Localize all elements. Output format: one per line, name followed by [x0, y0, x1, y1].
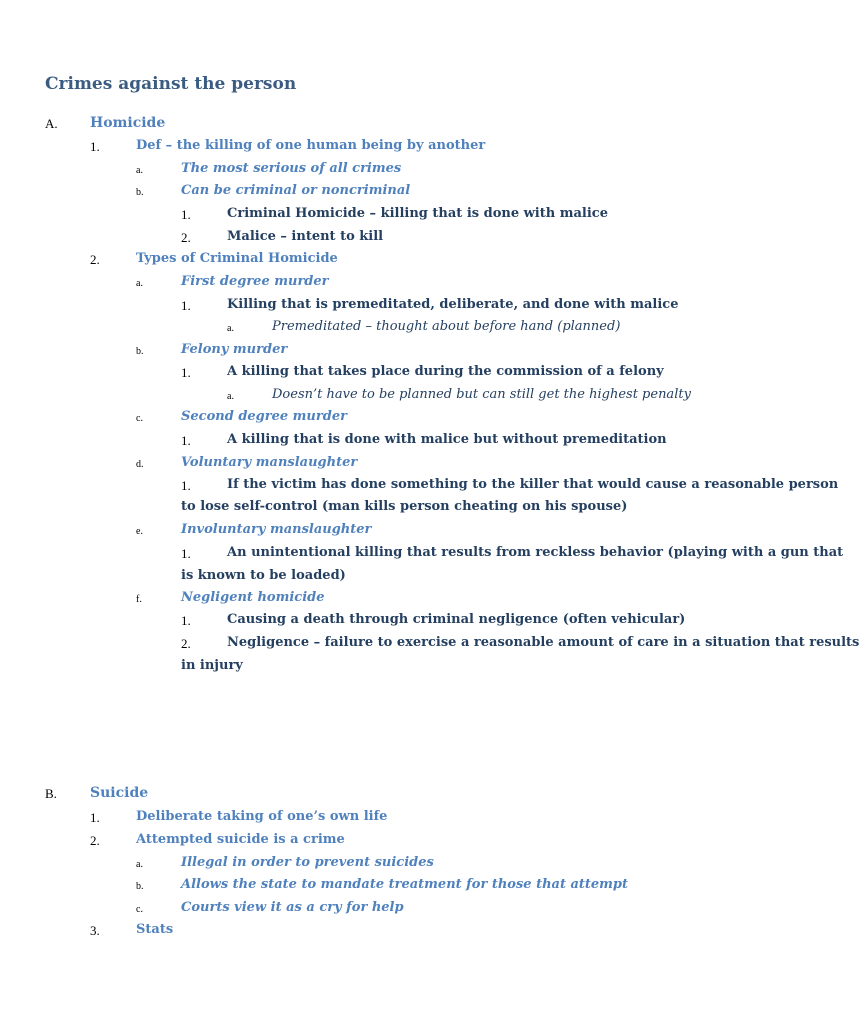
- list-marker: f.: [136, 594, 142, 605]
- list-marker: 3.: [90, 923, 100, 938]
- list-marker: 2.: [181, 636, 191, 651]
- list-marker: c.: [136, 413, 143, 424]
- list-marker: c.: [136, 904, 143, 915]
- list-marker: b.: [136, 881, 144, 892]
- list-marker: 1.: [90, 139, 100, 154]
- list-marker: 1.: [181, 478, 191, 493]
- section-heading: Suicide: [90, 785, 149, 801]
- list-marker: 2.: [90, 252, 100, 267]
- list-marker: 1.: [181, 365, 191, 380]
- list-marker: a.: [227, 323, 234, 334]
- list-marker: B.: [45, 786, 57, 801]
- document-page: Crimes against the person A. Homicide 1. Def – the killing of one human being by another a. The most serious of all crimes b. Can be criminal or noncriminal 1. Criminal Homicide – killing that is done with malice 2. Malice – intent to kill 2. Types of Criminal Homicide a. First degree murder 1. Killing that is premeditated, deliberate, and done with malice a. Premeditated – thought about before hand (planned) b. Felony murder 1. A killing that takes place during the commission of a felony a. Doesn’t have to be planned but can still get the highest penalty c. Second degree murder 1. A killing that is done with malice but without premeditation d. Voluntary manslaughter 1. If the victim has done something to the killer that would cause a reasonable person to lose self-control (man kills person cheating on his spouse) e. Involuntary manslaughter 1. An unintentional killing that results from reckless behavior (playing with a gun that is known to be loaded) f. Negligent homicide 1. Causing a death through criminal negligence (often vehicular) 2. Negligence – failure to exercise a reasonable amount of care in a situation that results in injury B. Suicide 1. Deliberate taking of one’s own life 2. Attempted suicide is a crime a. Illegal in order to prevent suicides b. Allows the state to mandate treatment for those that attempt c. Courts view it as a cry for help 3. Stats: [0, 0, 768, 1024]
- list-marker: e.: [136, 526, 143, 537]
- list-marker: 1.: [181, 613, 191, 628]
- list-marker: 2.: [90, 833, 100, 848]
- list-marker: a.: [136, 859, 143, 870]
- list-marker: b.: [136, 187, 144, 198]
- list-marker: 2.: [181, 230, 191, 245]
- list-marker: a.: [227, 391, 234, 402]
- list-marker: d.: [136, 459, 144, 470]
- list-marker: 1.: [181, 298, 191, 313]
- section-heading: Homicide: [90, 115, 166, 131]
- list-marker: 1.: [181, 546, 191, 561]
- list-marker: 1.: [90, 810, 100, 825]
- list-marker: 1.: [181, 433, 191, 448]
- list-marker: b.: [136, 346, 144, 357]
- list-marker: a.: [136, 165, 143, 176]
- list-marker: 1.: [181, 207, 191, 222]
- list-marker: A.: [45, 116, 58, 131]
- list-marker: a.: [136, 278, 143, 289]
